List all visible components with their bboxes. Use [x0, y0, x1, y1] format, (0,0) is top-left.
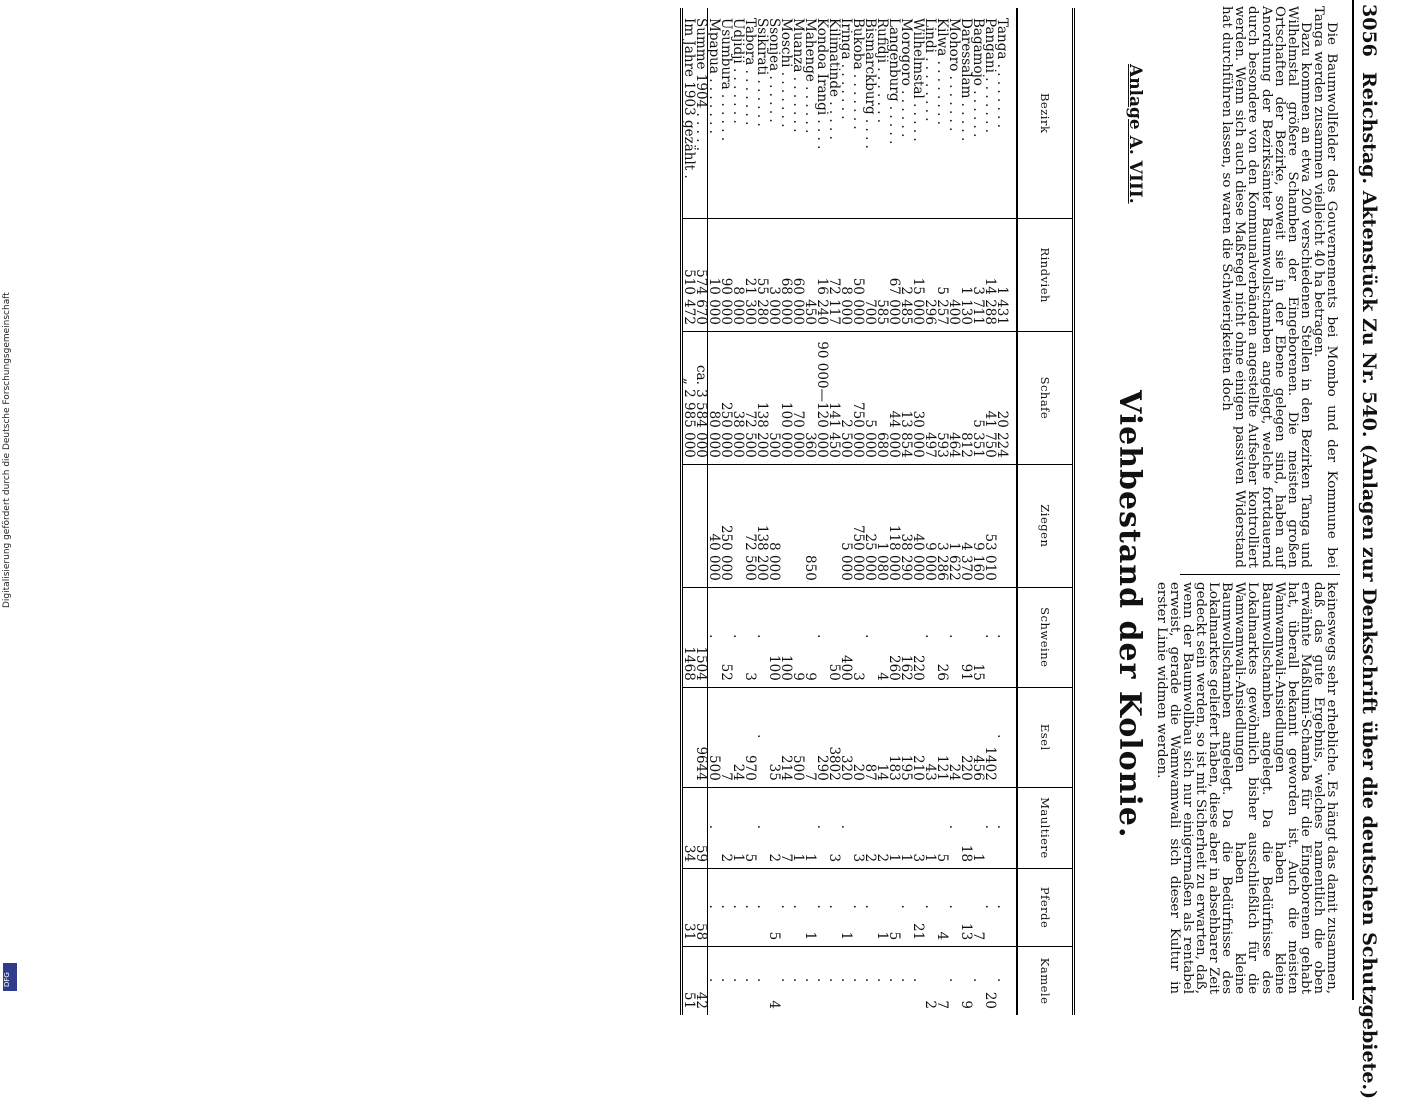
value-cell: 138 200 — [756, 464, 768, 587]
value-cell: 121 — [936, 687, 948, 787]
value-cell: . — [888, 947, 900, 1015]
value-cell: . — [732, 869, 744, 947]
value-cell: 500 — [792, 687, 804, 787]
value-cell: . — [708, 947, 721, 1015]
logo-text: DFG — [3, 972, 11, 987]
value-cell: . — [996, 869, 1008, 947]
text-column-left — [1183, 6, 1338, 568]
annex-label: Anlage A. VIII. — [1125, 64, 1145, 204]
value-cell: . — [828, 869, 840, 947]
value-cell: . — [984, 787, 996, 868]
value-cell: . — [804, 947, 816, 1015]
value-cell: 53 010 — [984, 464, 996, 587]
value-cell: 700 — [864, 219, 876, 332]
value-cell: 9 — [792, 587, 804, 687]
district-cell: Bagamojo . . . . . . — [970, 18, 986, 138]
value-cell: 42 — [695, 947, 708, 1015]
column-header: Rindvieh — [1017, 219, 1074, 332]
district-cell: Langenburg . . . . . — [886, 18, 902, 145]
value-cell: . — [828, 947, 840, 1015]
value-cell: 13 854 — [900, 331, 912, 464]
district-cell: Bismarckburg . . . . — [862, 18, 878, 149]
table-row — [828, 8, 840, 1015]
value-cell: 31 — [682, 869, 696, 947]
value-cell: 50 000 — [852, 219, 864, 332]
value-cell: . — [840, 787, 852, 868]
value-cell: 214 — [780, 687, 792, 787]
table-row — [816, 8, 828, 1015]
value-cell: 1402 — [984, 687, 996, 787]
value-cell: 72 500 — [744, 464, 756, 587]
paragraph: Die Baumwollfelder des Gouvernements bei Mombo und der Kommune bei Tanga werden zusammen vielleicht 40 ha betragen. — [1310, 6, 1339, 568]
value-cell: . — [984, 587, 996, 687]
value-cell: 510 472 — [682, 219, 696, 332]
value-cell: 400 — [840, 587, 852, 687]
header-title: Reichstag. Aktenstück Zu Nr. 540. (Anlagen zur Denkschrift über die deutschen Schutzgebiete.) — [1358, 72, 1380, 1099]
value-cell: 7 — [936, 947, 948, 1015]
district-cell: Udjidji . . . . . . . — [730, 18, 746, 124]
value-cell: 15 — [972, 587, 984, 687]
value-cell: 58 — [695, 869, 708, 947]
text-column-right — [1153, 582, 1339, 994]
value-cell: . — [852, 869, 864, 947]
district-cell: Tanga . . . . . . . . — [994, 18, 1010, 129]
value-cell: 296 — [924, 219, 936, 332]
value-cell: 16 240 — [816, 219, 828, 332]
value-cell: . — [864, 587, 876, 687]
value-cell: 585 — [876, 219, 888, 332]
spacer-row — [1008, 8, 1017, 1015]
table-row — [948, 8, 960, 1015]
value-cell: . — [816, 869, 828, 947]
value-cell: . — [948, 947, 960, 1015]
value-cell: . — [948, 587, 960, 687]
value-cell: 500 — [708, 687, 721, 787]
value-cell: 41 750 — [984, 331, 996, 464]
value-cell: 1 622 — [948, 464, 960, 587]
column-divider — [1180, 574, 1340, 575]
value-cell: 1 — [792, 787, 804, 868]
value-cell: 400 — [948, 219, 960, 332]
value-cell: 183 — [888, 687, 900, 787]
value-cell: „ 2 985 000 — [682, 331, 696, 464]
value-cell: 25 000 — [864, 464, 876, 587]
value-cell: 52 — [720, 587, 732, 687]
district-cell: Kondoa Irangi . . . . — [814, 18, 830, 150]
district-cell: Rufidji . . . . . . . — [874, 18, 890, 124]
value-cell: 80 000 — [708, 331, 721, 464]
column-header: Esel — [1017, 687, 1074, 787]
value-cell: 220 — [912, 587, 924, 687]
value-cell: . — [912, 947, 924, 1015]
column-header: Ziegen — [1017, 464, 1074, 587]
table-row — [792, 8, 804, 1015]
table-row — [768, 8, 780, 1015]
table-row — [876, 8, 888, 1015]
district-cell: Lindi . . . . . . . . — [922, 18, 938, 122]
value-cell: 26 — [936, 587, 948, 687]
value-cell: 8 000 — [768, 464, 780, 587]
value-cell: 1 — [732, 787, 744, 868]
value-cell: 450 — [804, 219, 816, 332]
district-cell: Wilhelmstal . . . . . — [910, 18, 926, 142]
value-cell: . — [996, 587, 1008, 687]
value-cell: 87 — [864, 687, 876, 787]
value-cell: 72 117 — [828, 219, 840, 332]
value-cell: 55 280 — [756, 219, 768, 332]
value-cell: . — [744, 947, 756, 1015]
value-cell: . — [864, 947, 876, 1015]
value-cell: . — [792, 869, 804, 947]
value-cell: . — [876, 947, 888, 1015]
value-cell: 5 000 — [840, 464, 852, 587]
district-cell: Iringa . . . . . . . — [838, 18, 854, 120]
value-cell: 20 224 — [996, 331, 1008, 464]
district-cell: Bukoba . . . . . . . — [850, 18, 866, 130]
column-header: Maultiere — [1017, 787, 1074, 868]
value-cell: 3 286 — [936, 464, 948, 587]
value-cell: 3 — [744, 587, 756, 687]
livestock-table — [680, 8, 1075, 1015]
value-cell: 497 — [924, 331, 936, 464]
value-cell: 15 000 — [912, 219, 924, 332]
value-cell: ca. 3 584 000 — [695, 331, 708, 464]
paragraph: keineswegs sehr erhebliche. Es hängt das damit zusammen, daß das gute Ergebnis, welches namentlich die oben erwähnte Maßlumi-Schamba für die Eingeborenen gehabt hat, überall bekannt geworden ist. Auch die meisten Wamwamwali-Ansiedlungen haben kleine Baumwollschamben angelegt. Da die Bedürfnisse des Lokalmarktes gewöhnlich bisher ausschließlich für die Wamwamwali-Ansiedlungen haben kleine Baumwollschamben angelegt. Da die Bedürfnisse des Lokalmarktes geliefert haben, diese aber in absehbarer Zeit gedeckt sein werden, so ist mit Sicherheit zu erwarten, daß, wenn der Baumwollbau sich nur einigermaßen als rentabel erweist, gerade die Wamwamwali sich dieser Kultur in erster Linie widmen werden. — [1153, 582, 1339, 994]
value-cell: 21 — [912, 869, 924, 947]
value-cell: 680 — [876, 331, 888, 464]
value-cell: 90 000 — [720, 219, 732, 332]
value-cell: . — [732, 587, 744, 687]
value-cell: 21 300 — [744, 219, 756, 332]
value-cell: 118 000 — [888, 464, 900, 587]
value-cell: . — [708, 869, 721, 947]
value-cell: 141 450 — [828, 331, 840, 464]
table-row — [960, 8, 972, 1015]
value-cell: 5 — [888, 869, 900, 947]
value-cell: . — [816, 587, 828, 687]
value-cell: 20 — [984, 947, 996, 1015]
table-row — [708, 8, 721, 1015]
district-cell: Muanza . . . . . . . — [790, 18, 806, 133]
table-row — [852, 8, 864, 1015]
value-cell: . — [792, 947, 804, 1015]
value-cell: 67 000 — [888, 219, 900, 332]
value-cell: 5 — [936, 787, 948, 868]
value-cell: 1 130 — [960, 219, 972, 332]
value-cell: . — [972, 947, 984, 1015]
table-row — [720, 8, 732, 1015]
value-cell: 1 — [900, 787, 912, 868]
value-cell: . — [756, 687, 768, 787]
table-row — [840, 8, 852, 1015]
value-cell: 9 — [960, 947, 972, 1015]
value-cell: 90 000—120 000 — [816, 331, 828, 464]
value-cell: 1504 — [695, 587, 708, 687]
value-cell: 360 — [804, 331, 816, 464]
value-cell: 72 500 — [744, 331, 756, 464]
table-row — [996, 8, 1008, 1015]
value-cell: 456 — [972, 687, 984, 787]
district-cell: Mohoro . . . . . . . — [946, 18, 962, 132]
value-cell: 5 257 — [936, 219, 948, 332]
funding-note: Digitalisierung gefördert durch die Deutsche Forschungsgemeinschaft — [2, 292, 12, 608]
district-cell: Kilimatinde . . . . . — [826, 18, 842, 140]
value-cell: 7 — [804, 687, 816, 787]
district-cell: Mpapua . . . . . . . — [706, 18, 722, 134]
value-cell: . — [720, 947, 732, 1015]
value-cell: 24 — [732, 687, 744, 787]
value-cell: 60 000 — [792, 219, 804, 332]
district-cell: Ssonjea . . . . . . — [766, 18, 782, 123]
value-cell: 1 080 — [876, 464, 888, 587]
value-cell: 3802 — [828, 687, 840, 787]
column-header: Bezirk — [1017, 8, 1074, 219]
column-header: Schweine — [1017, 587, 1074, 687]
district-cell: Kilwa . . . . . . . . — [934, 18, 950, 125]
district-cell: Usumbura . . . . . . — [718, 18, 734, 142]
table-row — [936, 8, 948, 1015]
value-cell: 9 160 — [972, 464, 984, 587]
value-cell: 3 000 — [768, 219, 780, 332]
value-cell: 2 — [720, 787, 732, 868]
value-cell: 38 290 — [900, 464, 912, 587]
value-cell: 2 485 — [900, 219, 912, 332]
value-cell: 18 — [960, 787, 972, 868]
value-cell: 35 — [768, 687, 780, 787]
value-cell: 59 — [695, 787, 708, 868]
table-header-row — [1017, 8, 1074, 1015]
value-cell: 2 — [924, 947, 936, 1015]
table-row — [682, 8, 696, 1015]
column-header: Pferde — [1017, 869, 1074, 947]
value-cell: 850 — [804, 464, 816, 587]
value-cell: . — [900, 947, 912, 1015]
value-cell: . — [732, 947, 744, 1015]
value-cell: 20 — [852, 687, 864, 787]
column-header: Kamele — [1017, 947, 1074, 1015]
value-cell: 51 — [682, 947, 696, 1015]
value-cell: 4 — [876, 587, 888, 687]
value-cell: . — [852, 947, 864, 1015]
value-cell: 34 — [682, 787, 696, 868]
value-cell: 750 000 — [852, 464, 864, 587]
value-cell: 9 — [804, 587, 816, 687]
value-cell: 750 000 — [852, 331, 864, 464]
value-cell: 8 000 — [732, 219, 744, 332]
value-cell: 2 — [864, 787, 876, 868]
value-cell: 138 200 — [756, 331, 768, 464]
district-cell: Morogoro . . . . . . — [898, 18, 914, 138]
value-cell: 100 — [768, 587, 780, 687]
value-cell: 4 370 — [960, 464, 972, 587]
value-cell: 1 — [804, 869, 816, 947]
value-cell: 1 — [972, 787, 984, 868]
value-cell: 1468 — [682, 587, 696, 687]
value-cell: 9644 — [695, 687, 708, 787]
district-cell: Tabora . . . . . . . — [742, 18, 758, 126]
value-cell: . — [984, 869, 996, 947]
value-cell: . — [900, 869, 912, 947]
district-cell: Daressalam . . . . . — [958, 18, 974, 142]
table-row — [756, 8, 768, 1015]
value-cell: 7 — [972, 869, 984, 947]
value-cell: 1 — [888, 787, 900, 868]
value-cell: 13 — [960, 869, 972, 947]
running-header — [1352, 0, 1380, 1099]
page-number: 3056 — [1358, 4, 1380, 57]
district-cell: Pangani . . . . . . . — [982, 18, 998, 134]
value-cell: . — [780, 947, 792, 1015]
value-cell: 500 — [768, 331, 780, 464]
value-cell: 4 — [768, 947, 780, 1015]
value-cell: . — [720, 869, 732, 947]
table-row — [888, 8, 900, 1015]
value-cell: 210 — [912, 687, 924, 787]
value-cell: 70 000 — [792, 331, 804, 464]
value-cell: 970 — [744, 687, 756, 787]
value-cell: 5 351 — [972, 331, 984, 464]
value-cell: 260 — [888, 587, 900, 687]
value-cell: . — [756, 587, 768, 687]
value-cell: 1 — [924, 787, 936, 868]
value-cell: 30 000 — [912, 331, 924, 464]
district-cell: Im Jahre 1903 gezählt . — [682, 8, 696, 219]
district-cell: Summe 1904 . . . . . — [695, 8, 708, 219]
value-cell: 100 000 — [780, 331, 792, 464]
table-row — [912, 8, 924, 1015]
table-row — [804, 8, 816, 1015]
table-row — [900, 8, 912, 1015]
table-row — [984, 8, 996, 1015]
value-cell: 24 — [948, 687, 960, 787]
value-cell: 290 — [816, 687, 828, 787]
value-cell: 574 670 — [695, 219, 708, 332]
value-cell: 9 000 — [924, 464, 936, 587]
district-cell: Mahenge . . . . . . — [802, 18, 818, 134]
value-cell: 5 — [744, 787, 756, 868]
value-cell: . — [708, 587, 721, 687]
value-cell: 40 000 — [912, 464, 924, 587]
value-cell: 2 — [876, 787, 888, 868]
value-cell: . — [840, 947, 852, 1015]
value-cell: 1 — [876, 869, 888, 947]
value-cell: 3 — [852, 587, 864, 687]
value-cell: . — [996, 787, 1008, 868]
value-cell: 1 431 — [996, 219, 1008, 332]
value-cell: . — [864, 869, 876, 947]
value-cell: 5 — [768, 869, 780, 947]
value-cell: . — [924, 869, 936, 947]
value-cell: 91 — [960, 587, 972, 687]
value-cell: 593 — [936, 331, 948, 464]
table-row — [972, 8, 984, 1015]
value-cell: 162 — [900, 587, 912, 687]
column-header: Schafe — [1017, 331, 1074, 464]
value-cell: 2 500 — [840, 331, 852, 464]
value-cell: . — [996, 947, 1008, 1015]
value-cell: 1 — [840, 869, 852, 947]
value-cell: 100 — [780, 587, 792, 687]
value-cell: 10 000 — [708, 219, 721, 332]
value-cell: 44 000 — [888, 331, 900, 464]
value-cell: . — [948, 787, 960, 868]
value-cell: 220 — [960, 687, 972, 787]
value-cell: 4 — [936, 869, 948, 947]
value-cell: 250 000 — [720, 464, 732, 587]
value-cell: 2 — [768, 787, 780, 868]
value-cell: 195 — [900, 687, 912, 787]
value-cell: 14 — [876, 687, 888, 787]
value-cell: . — [924, 587, 936, 687]
value-cell: 3 — [828, 787, 840, 868]
value-cell: 8 000 — [840, 219, 852, 332]
value-cell: 5 000 — [864, 331, 876, 464]
value-cell: . — [996, 687, 1008, 787]
value-cell: 464 — [948, 331, 960, 464]
value-cell: . — [816, 947, 828, 1015]
value-cell: 3 — [912, 787, 924, 868]
value-cell: 14 288 — [984, 219, 996, 332]
value-cell: . — [756, 869, 768, 947]
value-cell — [682, 464, 696, 587]
table-row — [924, 8, 936, 1015]
value-cell: 7 — [780, 787, 792, 868]
district-cell: Moschi . . . . . . . — [778, 18, 794, 128]
value-cell: 40 000 — [708, 464, 721, 587]
table-row — [780, 8, 792, 1015]
value-cell: 320 — [840, 687, 852, 787]
district-cell: Ssikirati . . . . . . — [754, 18, 770, 127]
table-title: Viehbestand der Kolonie. — [1112, 390, 1147, 839]
value-cell: . — [816, 787, 828, 868]
value-cell: 68 000 — [780, 219, 792, 332]
value-cell: 1 — [804, 787, 816, 868]
table-row — [732, 8, 744, 1015]
value-cell: 7 — [720, 687, 732, 787]
value-cell: 250 000 — [720, 331, 732, 464]
value-cell: 38 000 — [732, 331, 744, 464]
table-row — [864, 8, 876, 1015]
value-cell: 3 711 — [972, 219, 984, 332]
table-row — [744, 8, 756, 1015]
value-cell: . — [708, 787, 721, 868]
paragraph: Dazu kommen an etwa 200 verschiedenen Stellen in den Bezirken Tanga und Wilhelmstal größere Schamben der Eingeborenen. Die meisten großen Ortschaften der Bezirke, soweit sie in der Ebene gelegen sind, haben auf Anordnung der Bezirksämter Baumwollschamben angelegt, welche fortdauernd durch besondere von den Kommunalverbänden angestellte Aufseher kontrolliert werden. Wenn sich auch diese Maßregel nicht ohne einigen passiven Widerstand hat durchführen lassen, so waren die Schwierigkeiten doch — [1219, 6, 1313, 568]
value-cell: 812 — [960, 331, 972, 464]
value-cell: 50 — [828, 587, 840, 687]
value-cell: . — [756, 947, 768, 1015]
value-cell: . — [948, 869, 960, 947]
dfg-logo — [3, 963, 17, 991]
value-cell: . — [780, 869, 792, 947]
value-cell: 3 — [852, 787, 864, 868]
value-cell: 43 — [924, 687, 936, 787]
value-cell: . — [744, 869, 756, 947]
value-cell: . — [756, 787, 768, 868]
